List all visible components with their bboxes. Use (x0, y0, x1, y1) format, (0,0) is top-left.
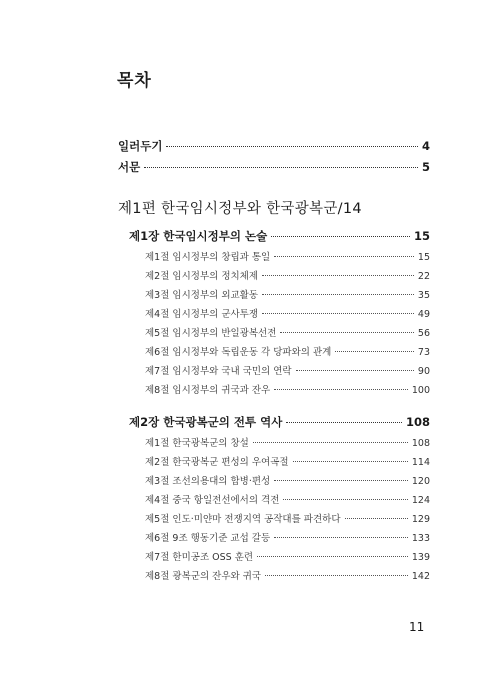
dot-leader (262, 275, 414, 276)
dot-leader (257, 556, 408, 557)
section-label: 제6절 9조 행동기준 교섭 갈등 (145, 533, 271, 544)
section-label: 제3절 임시정부의 외교활동 (145, 290, 259, 301)
dot-leader (286, 422, 402, 423)
dot-leader (274, 256, 414, 257)
section-page: 120 (411, 476, 430, 487)
toc-section[interactable] (145, 363, 430, 377)
section-page: 142 (411, 571, 430, 582)
dot-leader (280, 332, 414, 333)
dot-leader (293, 461, 408, 462)
dot-leader (166, 146, 418, 147)
section-label: 제2절 임시정부의 정치체제 (145, 271, 259, 282)
section-label: 제6절 임시정부와 독립운동 각 당파와의 관계 (145, 347, 332, 358)
part-title: 제1편 한국임시정부와 한국광복군/14 (118, 201, 362, 217)
toc-section[interactable] (145, 268, 430, 282)
section-page: 35 (417, 290, 430, 301)
section-page: 129 (411, 514, 430, 525)
toc-section[interactable] (145, 306, 430, 320)
toc-section[interactable] (145, 435, 430, 449)
section-label: 제5절 임시정부의 반일광복선전 (145, 328, 277, 339)
section-label: 제1절 임시정부의 창립과 통일 (145, 252, 271, 263)
dot-leader (253, 442, 408, 443)
section-page: 56 (417, 328, 430, 339)
chapter-page: 108 (405, 415, 430, 429)
section-page: 114 (411, 457, 430, 468)
chapter-page: 15 (413, 229, 430, 243)
section-page: 22 (417, 271, 430, 282)
dot-leader (262, 313, 414, 314)
section-page: 15 (417, 252, 430, 263)
section-page: 139 (411, 552, 430, 563)
section-page: 108 (411, 438, 430, 449)
section-label: 제8절 임시정부의 귀국과 잔우 (145, 385, 271, 396)
toc-entry-label: 서문 (118, 160, 141, 174)
section-label: 제4절 중국 항일전선에서의 격전 (145, 495, 280, 506)
toc-section[interactable] (145, 454, 430, 468)
section-page: 49 (417, 309, 430, 320)
dot-leader (265, 575, 408, 576)
dot-leader (296, 370, 414, 371)
section-label: 제1절 한국광복군의 창설 (145, 438, 249, 449)
toc-section[interactable] (145, 382, 430, 396)
dot-leader (144, 167, 418, 168)
section-label: 제7절 한미공조 OSS 훈련 (145, 552, 254, 563)
toc-section[interactable] (145, 473, 430, 487)
section-label: 제2절 한국광복군 편성의 우여곡절 (145, 457, 289, 468)
dot-leader (274, 537, 408, 538)
chapter-label: 제2장 한국광복군의 전투 역사 (129, 415, 283, 429)
section-label: 제7절 임시정부와 국내 국민의 연락 (145, 366, 292, 377)
toc-entry-page: 4 (421, 139, 430, 153)
toc-entry-page: 5 (421, 160, 430, 174)
dot-leader (335, 351, 414, 352)
toc-section[interactable] (145, 344, 430, 358)
section-page: 133 (411, 533, 430, 544)
section-page: 100 (411, 385, 430, 396)
dot-leader (274, 480, 408, 481)
section-label: 제5절 인도·미얀마 전쟁지역 공작대를 파견하다 (145, 514, 341, 525)
toc-entry-foreword-notes[interactable] (118, 138, 430, 154)
toc-chapter-2[interactable] (129, 414, 430, 430)
toc-section[interactable] (145, 492, 430, 506)
toc-section[interactable] (145, 287, 430, 301)
dot-leader (262, 294, 414, 295)
dot-leader (283, 499, 407, 500)
dot-leader (274, 389, 408, 390)
toc-section[interactable] (145, 568, 430, 582)
toc-entry-preface[interactable] (118, 159, 430, 175)
dot-leader (345, 518, 408, 519)
toc-section[interactable] (145, 549, 430, 563)
toc-section[interactable] (145, 249, 430, 263)
page-number: 11 (409, 620, 425, 634)
page-title: 목차 (117, 71, 152, 91)
toc-section[interactable] (145, 530, 430, 544)
toc-chapter-1[interactable] (129, 228, 430, 244)
section-page: 90 (417, 366, 430, 377)
toc-section[interactable] (145, 325, 430, 339)
toc-section[interactable] (145, 511, 430, 525)
chapter-label: 제1장 한국임시정부의 논술 (129, 229, 268, 243)
toc-entry-label: 일러두기 (118, 139, 163, 153)
section-label: 제4절 임시정부의 군사투쟁 (145, 309, 259, 320)
section-page: 124 (411, 495, 430, 506)
section-label: 제8절 광복군의 잔우와 귀국 (145, 571, 262, 582)
dot-leader (271, 236, 410, 237)
section-label: 제3절 조선의용대의 합병·편성 (145, 476, 271, 487)
section-page: 73 (417, 347, 430, 358)
